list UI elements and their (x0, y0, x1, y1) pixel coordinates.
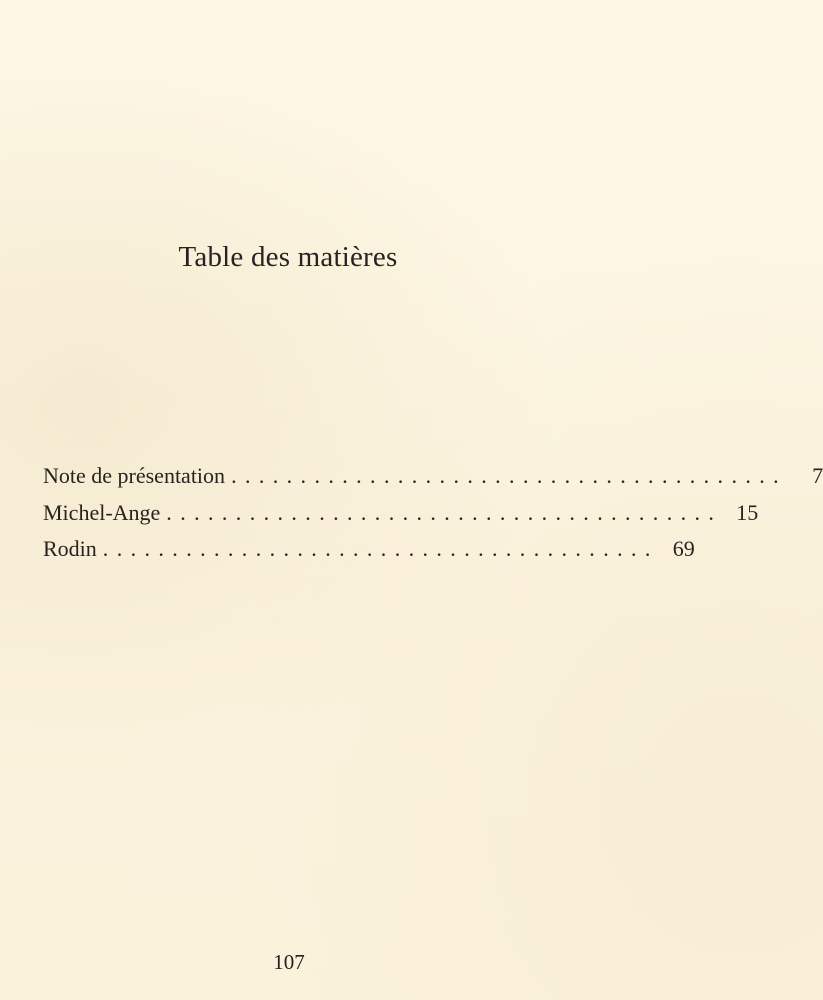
dot-leader: ........................................ (102, 536, 659, 561)
toc-entry (43, 495, 759, 532)
toc-entry (43, 531, 695, 568)
toc-entry-title: Note de présentation (43, 463, 226, 488)
table-of-contents (43, 458, 823, 568)
toc-entry-title: Rodin (43, 536, 97, 561)
toc-entry-page-number: 69 (672, 536, 695, 561)
toc-entry (43, 458, 823, 495)
toc-entry-page-number: 15 (736, 499, 759, 525)
toc-entry-title: Michel-Ange (43, 499, 161, 525)
dot-leader: ........................................ (231, 463, 788, 488)
dot-leader: ........................................ (166, 499, 723, 525)
toc-entry-page-number: 7 (812, 463, 823, 488)
page-title: Table des matières (178, 241, 398, 273)
page-number: 107 (273, 950, 305, 974)
